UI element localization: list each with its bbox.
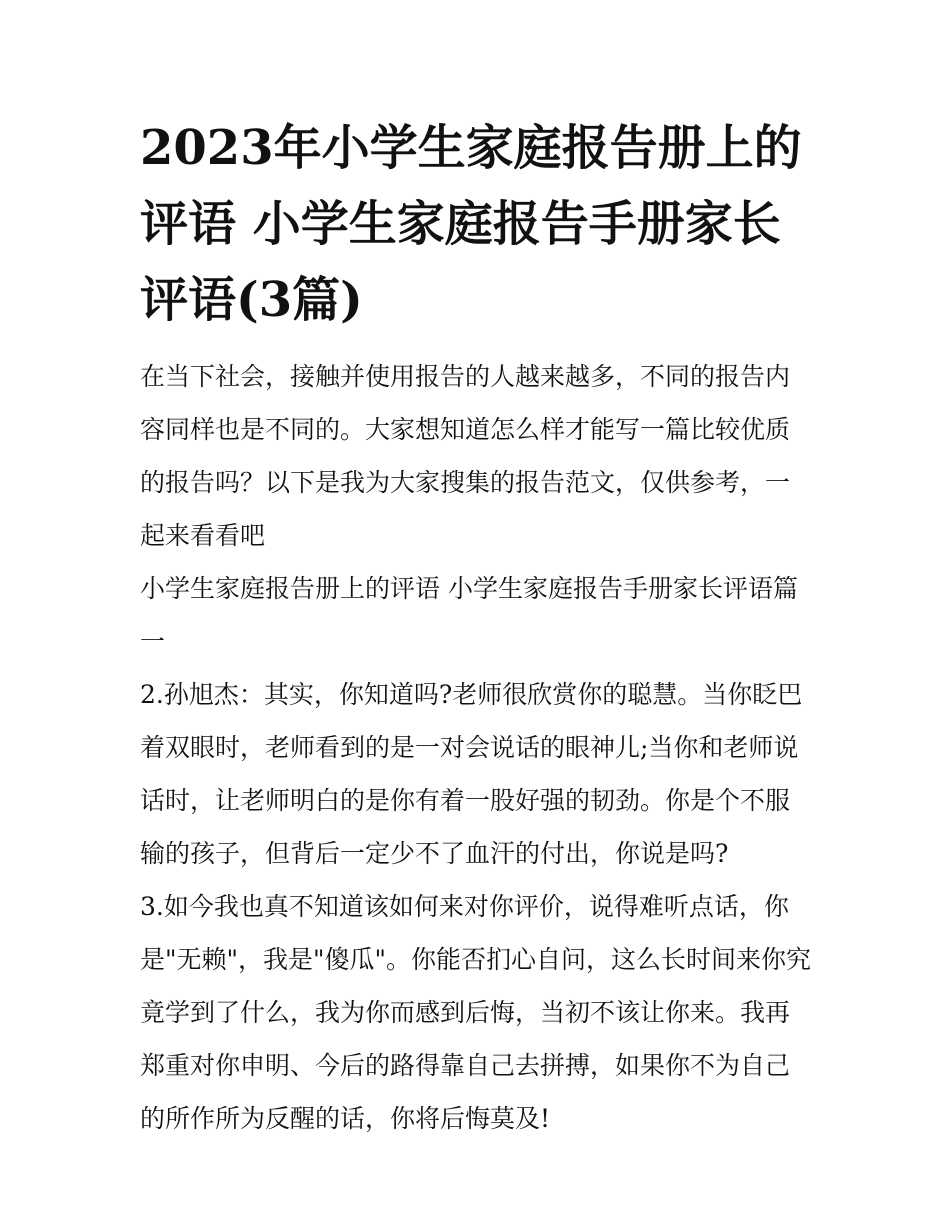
document-content (140, 110, 812, 1145)
intro-paragraph: 在当下社会，接触并使用报告的人越来越多，不同的报告内容同样也是不同的。大家想知道怎么样才能写一篇比较优质的报告吗？以下是我为大家搜集的报告范文，仅供参考，一起来看看吧 (140, 362, 791, 550)
comment-item-3: 3.如今我也真不知道该如何来对你评价，说得难听点话，你是"无赖"，我是"傻瓜"。你能否扪心自问，这么长时间来你究竟学到了什么，我为你而感到后悔，当初不该让你来。我再郑重对你申明、今后的路得靠自己去拼搏，如果你不为自己的所作所为反醒的话，你将后悔莫及! (140, 892, 811, 1133)
comment-item-2: 2.孙旭杰：其实，你知道吗?老师很欣赏你的聪慧。当你眨巴着双眼时，老师看到的是一对会说话的眼神儿;当你和老师说话时，让老师明白的是你有着一股好强的韧劲。你是个不服输的孩子，但背后一定少不了血汗的付出，你说是吗? (140, 680, 803, 868)
document-title: 2023年小学生家庭报告册上的评语 小学生家庭报告手册家长评语(3篇) (140, 120, 802, 328)
section-heading: 小学生家庭报告册上的评语 小学生家庭报告手册家长评语篇一 (140, 574, 798, 656)
